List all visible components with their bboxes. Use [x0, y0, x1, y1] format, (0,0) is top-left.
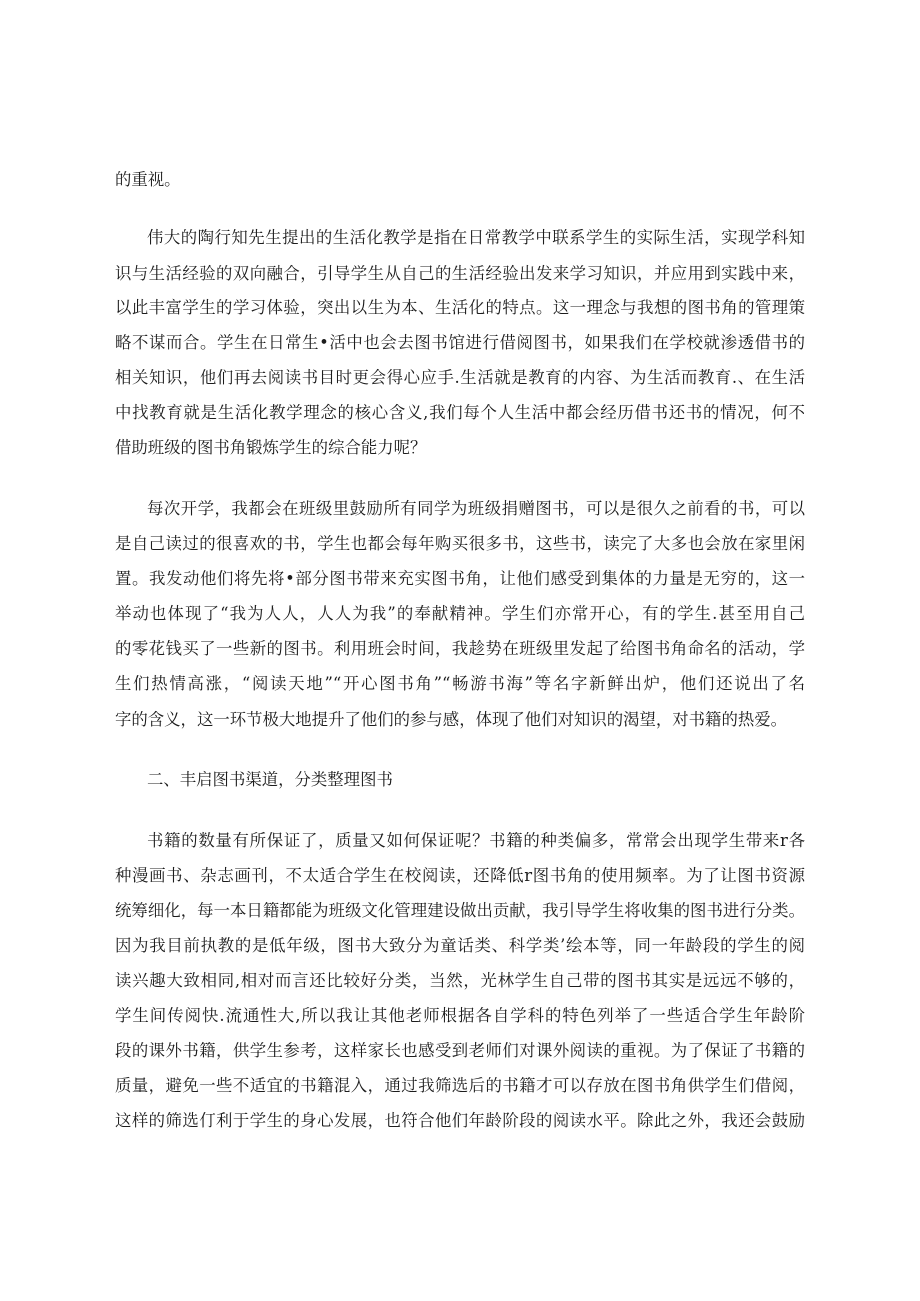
- paragraph-line: 识与生活经验的双向融合，引导学生从自己的生活经验出发来学习知识，并应用到实践中来，: [115, 264, 805, 283]
- paragraph-line: 这样的筛选仃利于学生的身心发展，也符合他们年龄阶段的阅读水平。除此之外，我还会鼓励: [115, 1111, 805, 1130]
- paragraph-line: 每次开学，我都会在班级里鼓励所有同学为班级捐赠图书，可以是很久之前看的书，可以: [147, 499, 805, 518]
- paragraph-line: 略不谋而合。学生在日常生•活中也会去图书馆进行借阅图书，如果我们在学校就渗透借书的: [115, 333, 805, 352]
- paragraph-line: 读兴趣大致相同,相对而言还比较好分类，当然，光林学生自己带的图书其实是远远不够的，: [115, 971, 805, 990]
- paragraph-line: 中找教育就是生活化教学理念的核心含义,我们每个人生活中都会经历借书还书的情况，何不: [115, 403, 805, 422]
- paragraph-line: 相关知识，他们再去阅读书目时更会得心应手.生活就是教育的内容、为生活而教育.、在生活: [115, 368, 805, 387]
- paragraph-line: 以此丰富学生的学习体验，突出以生为本、生活化的特点。这一理念与我想的图书角的管理策: [115, 298, 805, 317]
- paragraph-line: 因为我目前执教的是低年级，图书大致分为童话类、科学类’绘本等，同一年龄段的学生的阅: [115, 936, 805, 955]
- paragraph-line: 种漫画书、杂志画刊，不太适合学生在校阅读，还降低r图书角的使用频率。为了让图书资源: [115, 866, 805, 885]
- paragraph-line: 的零花钱买了一些新的图书。利用班会时间，我趁势在班级里发起了给图书角命名的活动，学: [115, 639, 805, 658]
- paragraph-line: 伟大的陶行知先生提出的生活化教学是指在日常教学中联系学生的实际生活，实现学科知: [147, 228, 805, 247]
- paragraph-line: 生们热情高涨，“阅读天地”“开心图书角”“畅游书海”等名字新鲜出炉，他们还说出了名: [115, 674, 805, 693]
- paragraph-line: 段的课外书籍，供学生参考，这样家长也感受到老师们对课外阅读的重视。为了保证了书籍的: [115, 1041, 805, 1060]
- paragraph-line: 是自己读过的很喜欢的书，学生也都会每年购买很多书，这些书，读完了大多也会放在家里闲: [115, 534, 805, 553]
- paragraph-line: 学生间传阅快.流通性大,所以我让其他老师根据各自学科的特色列举了一些适合学生年龄阶: [115, 1006, 805, 1025]
- paragraph-line: 置。我发动他们将先将•部分图书带来充实图书角，让他们感受到集体的力量是无穷的，这一: [115, 569, 805, 588]
- paragraph-line: 书籍的数量有所保证了，质量又如何保证呢？书籍的种类偏多，常常会出现学生带来r各: [147, 831, 805, 850]
- paragraph-line: 质量，避免一些不适宜的书籍混入，通过我筛选后的书籍才可以存放在图书角供学生们借阅，: [115, 1076, 805, 1095]
- paragraph-line: 举动也体现了“我为人人，人人为我”的奉献精神。学生们亦常开心，有的学生.甚至用自己: [115, 604, 805, 623]
- fragment-line: 的重视。: [115, 170, 181, 189]
- paragraph-line: 字的含义，这一环节极大地提升了他们的参与感，体现了他们对知识的渴望，对书籍的热爱。: [115, 710, 788, 729]
- section-heading: 二、丰启图书渠道，分类整理图书: [147, 770, 393, 789]
- paragraph-line: 借助班级的图书角锻炼学生的综合能力呢？: [115, 438, 427, 457]
- paragraph-line: 统筹细化，每一本日籍都能为班级文化管理建设做出贡献，我引导学生将收集的图书进行分类。: [115, 901, 805, 920]
